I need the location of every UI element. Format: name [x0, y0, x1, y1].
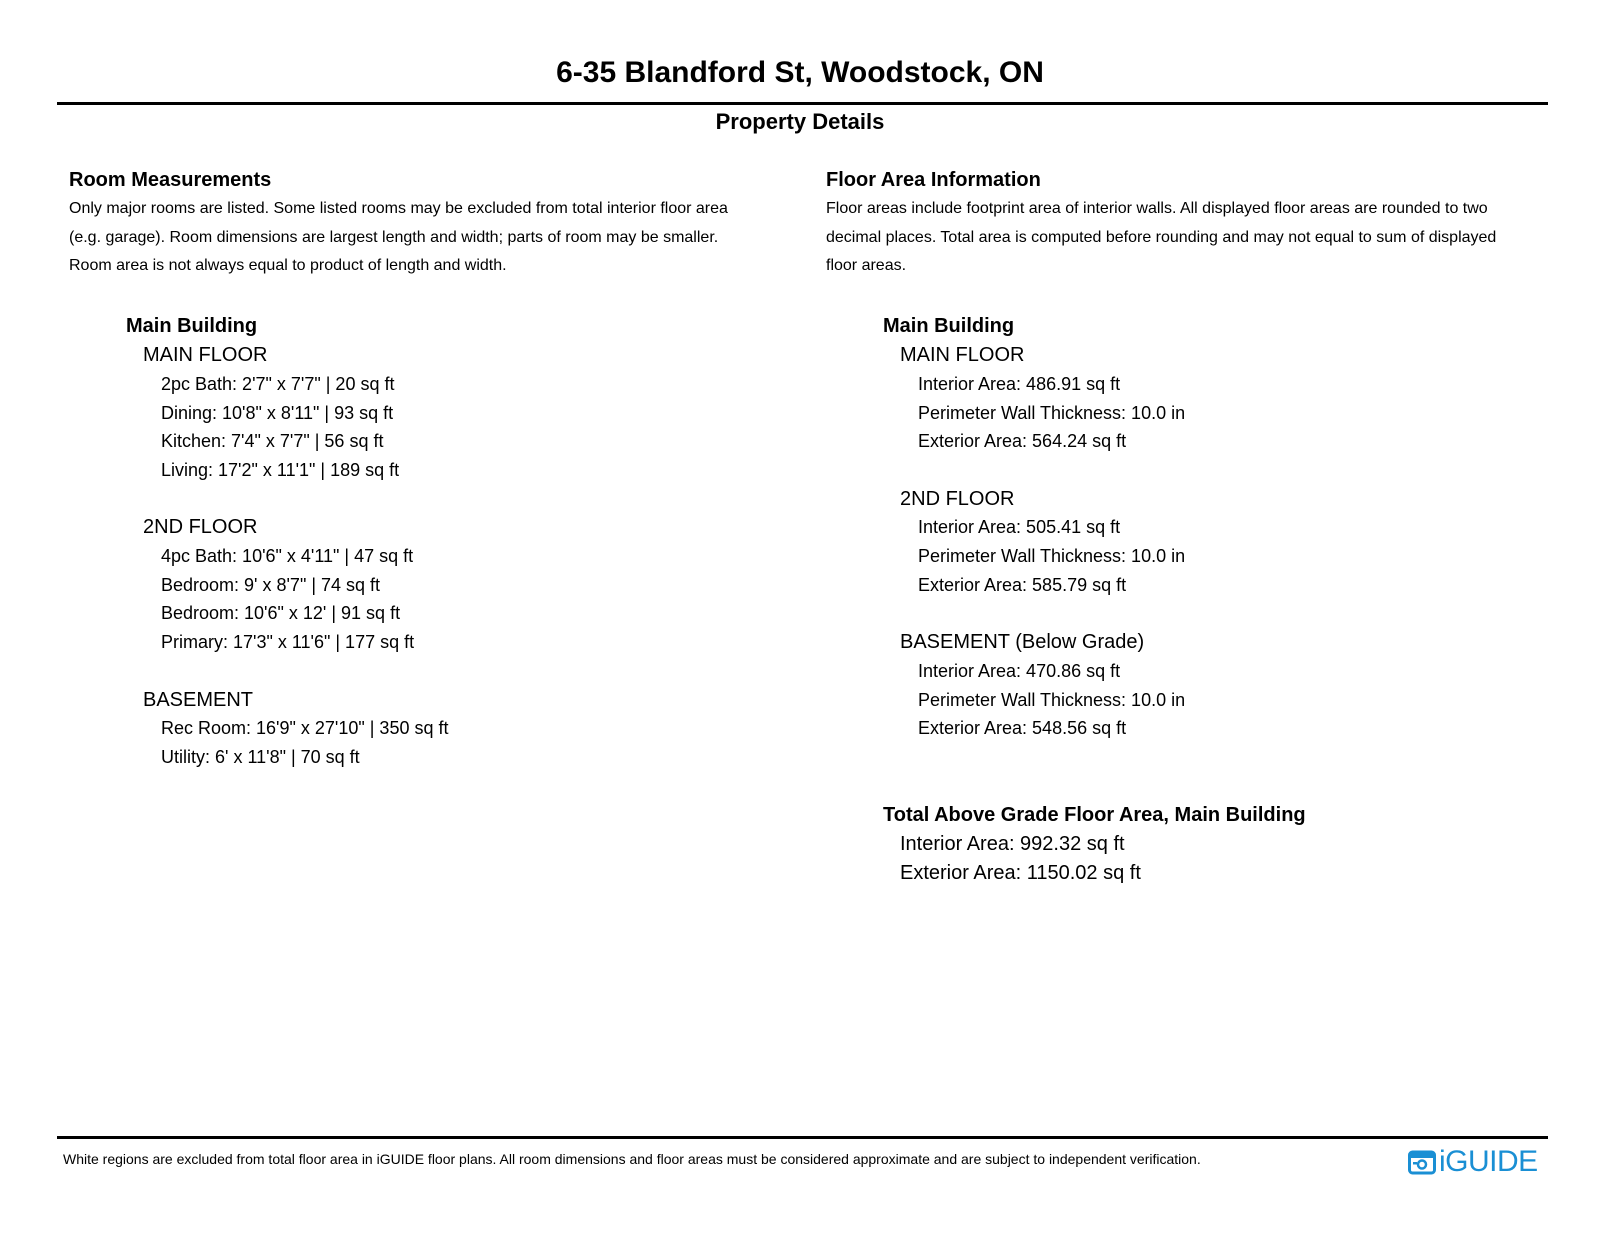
iguide-logo-text: iGUIDE	[1439, 1145, 1538, 1178]
floor-heading: 2ND FLOOR	[900, 487, 1015, 510]
floor-heading: MAIN FLOOR	[143, 344, 268, 367]
area-item: Perimeter Wall Thickness: 10.0 in	[918, 546, 1186, 567]
room-measurements-column	[69, 165, 789, 772]
spacer	[826, 456, 1556, 485]
title-divider	[57, 102, 1548, 105]
spacer	[69, 485, 789, 514]
room-item: 4pc Bath: 10'6" x 4'11" | 47 sq ft	[161, 546, 414, 567]
area-item: Interior Area: 486.91 sq ft	[918, 373, 1121, 394]
room-item: Kitchen: 7'4" x 7'7" | 56 sq ft	[161, 431, 384, 452]
area-item: Perimeter Wall Thickness: 10.0 in	[918, 689, 1186, 710]
spacer	[69, 657, 789, 686]
description-line: Only major rooms are listed. Some listed rooms may be excluded from total interior floor area	[69, 200, 728, 217]
room-item: Utility: 6' x 11'8" | 70 sq ft	[161, 746, 360, 767]
description-line: (e.g. garage). Room dimensions are largest length and width; parts of room may be smaller.	[69, 228, 719, 246]
total-area-item: Exterior Area: 1150.02 sq ft	[900, 862, 1141, 884]
total-area-item: Interior Area: 992.32 sq ft	[900, 833, 1125, 856]
description-line: Room area is not always equal to product of length and width.	[69, 257, 507, 275]
room-item: Living: 17'2" x 11'1" | 189 sq ft	[161, 459, 400, 480]
area-item: Exterior Area: 548.56 sq ft	[918, 718, 1127, 739]
area-item: Exterior Area: 564.24 sq ft	[918, 431, 1127, 452]
room-item: Bedroom: 10'6" x 12' | 91 sq ft	[161, 603, 401, 624]
area-item: Perimeter Wall Thickness: 10.0 in	[918, 402, 1186, 423]
iguide-logo-icon	[1408, 1149, 1436, 1175]
building-heading: Main Building	[883, 315, 1015, 338]
room-item: Dining: 10'8" x 8'11" | 93 sq ft	[161, 402, 394, 423]
area-item: Exterior Area: 585.79 sq ft	[918, 574, 1127, 595]
description-line: Floor areas include footprint area of interior walls. All displayed floor areas are rounded to two	[826, 200, 1488, 217]
room-item: 2pc Bath: 2'7" x 7'7" | 20 sq ft	[161, 373, 395, 394]
footer-note: White regions are excluded from total floor area in iGUIDE floor plans. All room dimensions and floor areas must be considered approximate and are subject to independent verification.	[63, 1151, 1201, 1167]
description-line: decimal places. Total area is computed before rounding and may not equal to sum of displayed	[826, 228, 1497, 246]
building-heading: Main Building	[126, 315, 258, 338]
spacer	[826, 743, 1556, 772]
page-subtitle: Property Details	[715, 109, 885, 134]
footer-divider	[57, 1136, 1548, 1139]
area-item: Interior Area: 470.86 sq ft	[918, 660, 1121, 681]
page-title: 6-35 Blandford St, Woodstock, ON	[556, 56, 1044, 89]
spacer	[826, 599, 1556, 628]
spacer	[826, 772, 1556, 801]
room-measurements-heading: Room Measurements	[69, 169, 272, 191]
floor-heading: 2ND FLOOR	[143, 516, 258, 539]
room-item: Rec Room: 16'9" x 27'10" | 350 sq ft	[161, 718, 449, 739]
iguide-logo	[1408, 1146, 1538, 1178]
floor-heading: BASEMENT (Below Grade)	[900, 631, 1145, 654]
floor-area-column	[826, 165, 1556, 888]
area-item: Interior Area: 505.41 sq ft	[918, 517, 1121, 538]
description-line: floor areas.	[826, 257, 907, 275]
total-area-heading: Total Above Grade Floor Area, Main Building	[883, 804, 1306, 827]
floor-area-heading: Floor Area Information	[826, 169, 1041, 191]
room-item: Bedroom: 9' x 8'7" | 74 sq ft	[161, 574, 381, 595]
floor-heading: BASEMENT	[143, 688, 254, 711]
floor-heading: MAIN FLOOR	[900, 344, 1025, 367]
room-item: Primary: 17'3" x 11'6" | 177 sq ft	[161, 632, 415, 653]
